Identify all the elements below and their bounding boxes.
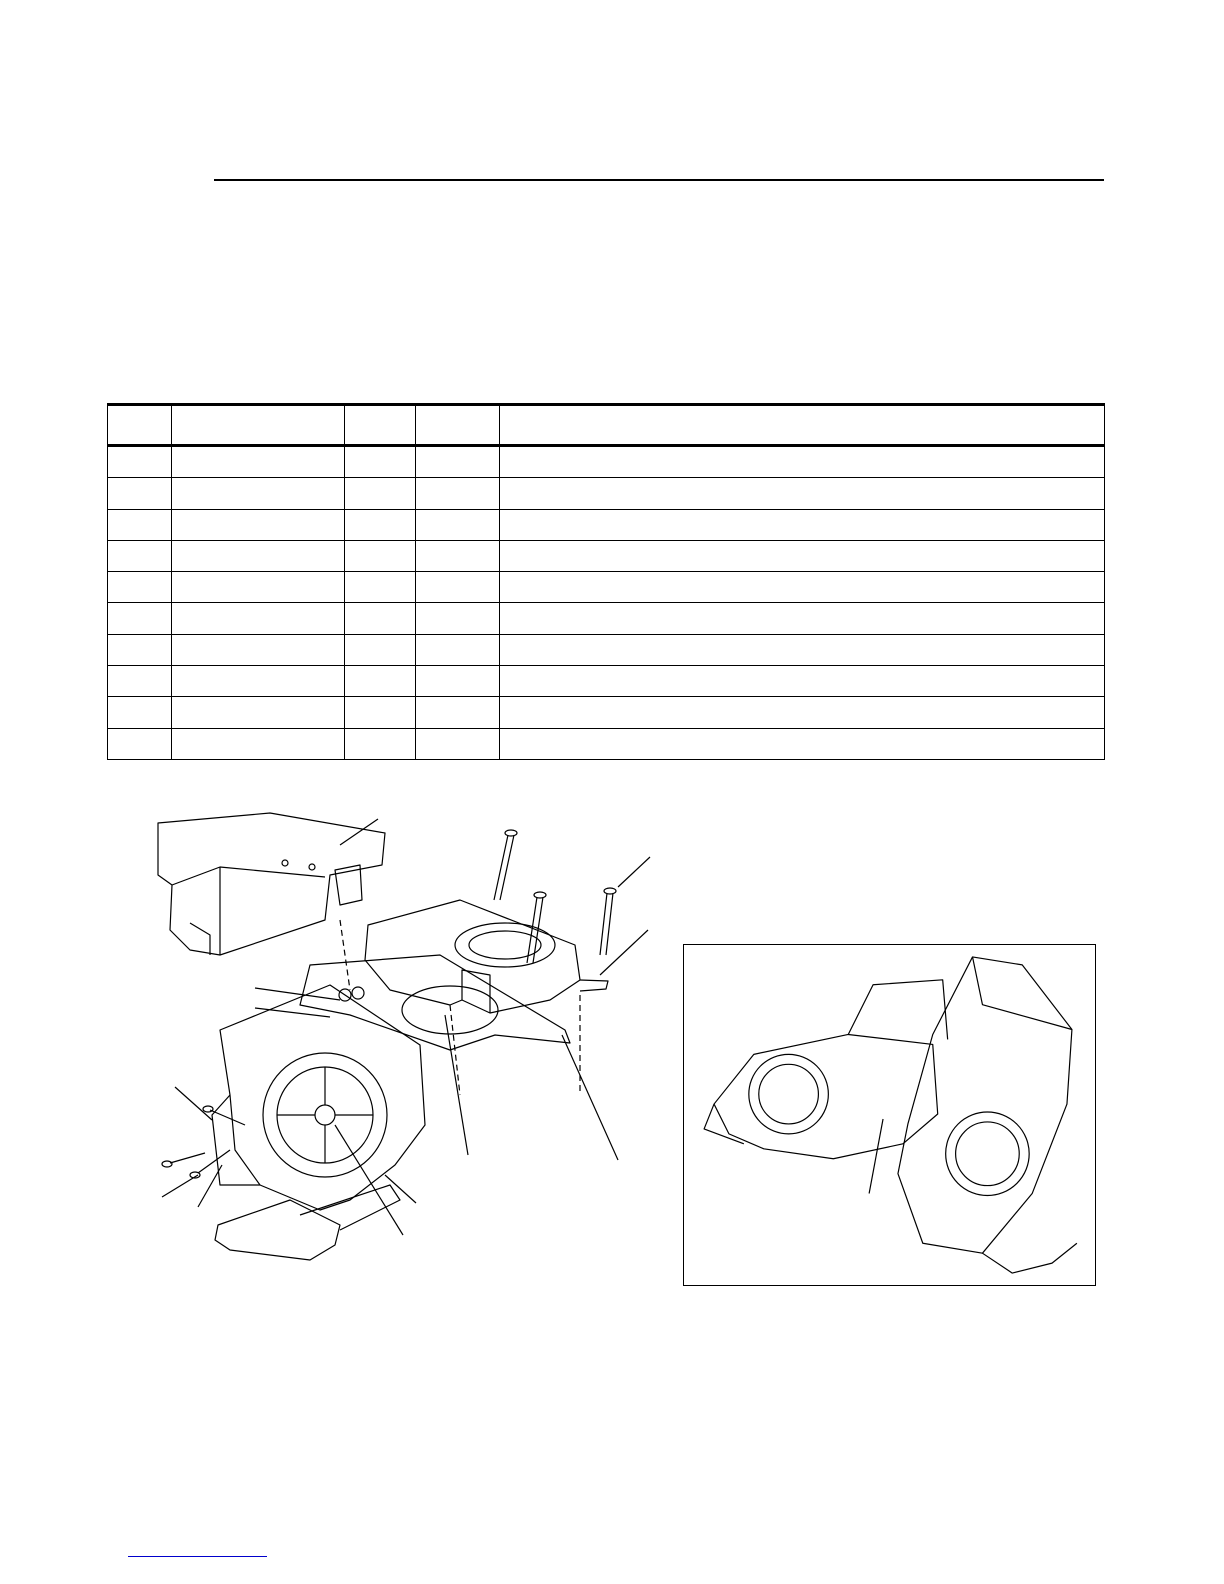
header-rule [214, 179, 1104, 181]
table-cell [345, 509, 416, 540]
table-cell [500, 509, 1105, 540]
table-cell [416, 509, 500, 540]
column-header-description [500, 405, 1105, 446]
table-cell [345, 634, 416, 665]
table-cell [500, 603, 1105, 634]
table-cell [108, 603, 172, 634]
table-cell [108, 540, 172, 571]
table-cell [500, 634, 1105, 665]
table-cell [108, 634, 172, 665]
column-header-index [108, 405, 172, 446]
table-cell [345, 540, 416, 571]
table-cell [108, 666, 172, 697]
table-row [108, 634, 1105, 665]
table-cell [172, 728, 345, 759]
table-cell [345, 603, 416, 634]
table-cell [500, 446, 1105, 478]
table-row [108, 540, 1105, 571]
table-cell [172, 509, 345, 540]
table-row [108, 572, 1105, 603]
table-cell [172, 540, 345, 571]
table-row [108, 666, 1105, 697]
table-cell [416, 603, 500, 634]
table-cell [416, 666, 500, 697]
footer-link-underline [128, 1556, 267, 1557]
table-cell [416, 728, 500, 759]
column-header-quantity [416, 405, 500, 446]
table-cell [416, 446, 500, 478]
table-cell [345, 666, 416, 697]
table-cell [172, 634, 345, 665]
exploded-blower-assembly-icon [150, 805, 670, 1280]
table-row [108, 446, 1105, 478]
table-cell [416, 478, 500, 509]
table-cell [172, 697, 345, 728]
table-cell [108, 728, 172, 759]
table-cell [416, 540, 500, 571]
table-cell [500, 666, 1105, 697]
table-cell [108, 509, 172, 540]
column-header-part-number [172, 405, 345, 446]
table-cell [345, 572, 416, 603]
table-cell [172, 572, 345, 603]
table-cell [108, 446, 172, 478]
table-cell [500, 697, 1105, 728]
column-header-unit [345, 405, 416, 446]
table-cell [108, 697, 172, 728]
table-cell [172, 478, 345, 509]
table-cell [345, 728, 416, 759]
table-cell [345, 446, 416, 478]
table-cell [500, 728, 1105, 759]
table-cell [108, 478, 172, 509]
table-row [108, 728, 1105, 759]
table-cell [172, 603, 345, 634]
table-cell [172, 666, 345, 697]
table-row [108, 478, 1105, 509]
table-row [108, 509, 1105, 540]
table-cell [500, 572, 1105, 603]
table-cell [108, 572, 172, 603]
table-row [108, 603, 1105, 634]
assembled-blower-detail-icon [683, 944, 1096, 1286]
table-cell [416, 572, 500, 603]
parts-table [107, 403, 1105, 760]
table-cell [345, 478, 416, 509]
table-cell [345, 697, 416, 728]
table-cell [172, 446, 345, 478]
table-cell [500, 540, 1105, 571]
table-cell [500, 478, 1105, 509]
table-header-row [108, 405, 1105, 446]
table-cell [416, 634, 500, 665]
table-row [108, 697, 1105, 728]
table-cell [416, 697, 500, 728]
